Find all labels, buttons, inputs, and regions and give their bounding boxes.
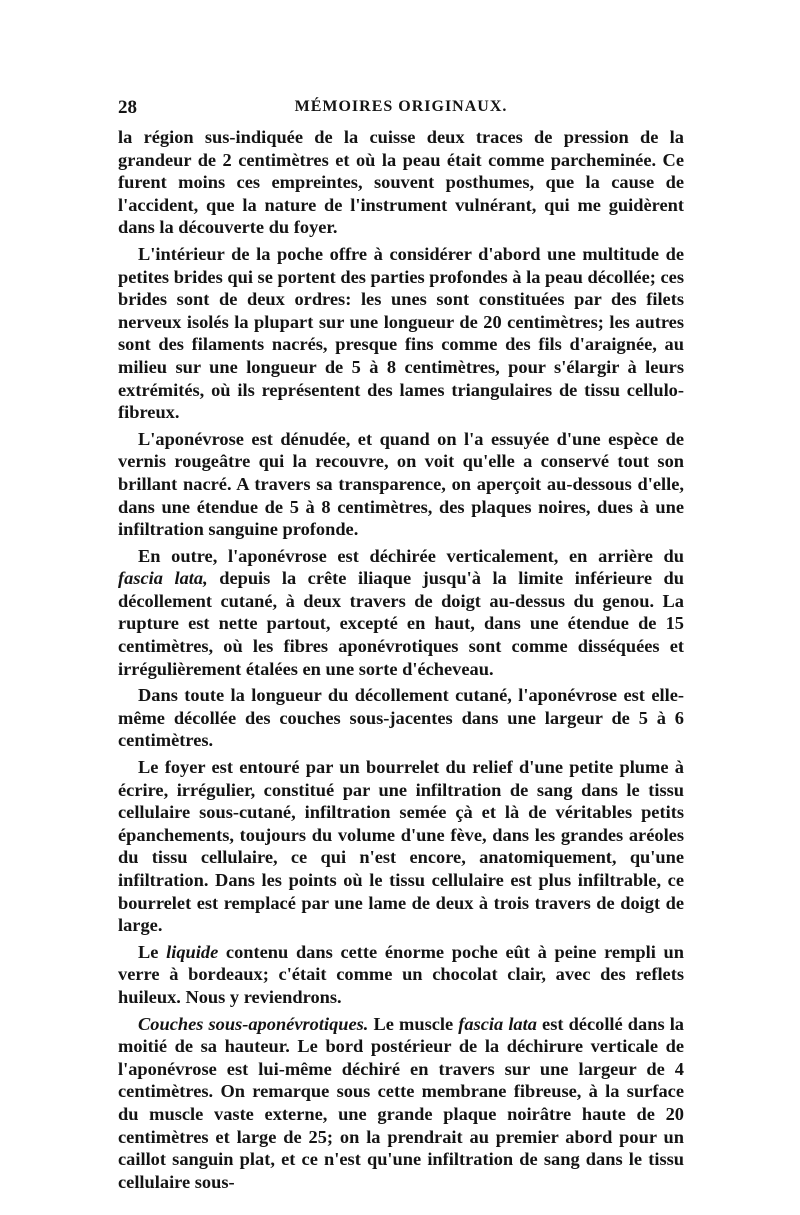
paragraph (118, 126, 684, 239)
paragraph (118, 684, 684, 752)
paragraph-text: Dans toute la longueur du décollement cutané, l'aponévrose est elle-même décollée des couches sous-jacentes dans une largeur de 5 à 6 centimètres. (118, 685, 684, 751)
paragraph (118, 428, 684, 541)
paragraph (118, 1013, 684, 1194)
paragraph (118, 545, 684, 681)
paragraph (118, 941, 684, 1009)
paragraph-text: la région sus-indiquée de la cuisse deux traces de pression de la grandeur de 2 centimètres et où la peau était comme parcheminée. Ce furent moins ces empreintes, souvent posthumes, que la cause de l'accident, que la nature de l'instrument vulnérant, qui me guidèrent dans la découverte du foyer. (118, 127, 684, 238)
italic-text: Couches sous-aponévrotiques. (138, 1013, 369, 1034)
italic-text: fascia lata (458, 1013, 537, 1034)
paragraph-text: Le muscle (368, 1013, 459, 1034)
italic-text: liquide (166, 941, 219, 962)
paragraph-text: Le (138, 941, 167, 962)
paragraph (118, 243, 684, 424)
paragraph-text: L'intérieur de la poche offre à considérer d'abord une multitude de petites brides qui se portent des parties profondes à la peau décollée; ces brides sont de deux ordres: les unes sont constituées par des filets nerveux isolés la plupart sur une longueur de 20 centimètres; les autres sont des filaments nacrés, presque fins comme des fils d'araignée, au milieu sur une longueur de 5 à 8 centimètres, pour s'élargir à leurs extrémités, où ils représentent des lames triangulaires de tissu cellulo-fibreux. (118, 243, 684, 423)
paragraph-text: Le foyer est entouré par un bourrelet du relief d'une petite plume à écrire, irrégulier, constitué par une infiltration de sang dans le tissu cellulaire sous-cutané, infiltration semée çà et là de véritables petits épanchements, toujours du volume d'une fève, dans les grandes aréoles du tissu cellulaire, ce qui n'est encore, anatomiquement, qu'une infiltration. Dans les points où le tissu cellulaire est plus infiltrable, ce bourrelet est remplacé par une lame de deux à trois travers de doigt de large. (118, 757, 684, 936)
paragraph-text: depuis la crête iliaque jusqu'à la limite inférieure du décollement cutané, à deux travers de doigt au-dessus du genou. La rupture est nette partout, excepté en haut, dans une étendue de 15 centimètres, où les fibres aponévrotiques sont comme disséquées et irrégulièrement étalées en une sorte d'écheveau. (118, 568, 685, 679)
paragraph-text: En outre, l'aponévrose est déchirée verticalement, en arrière du (138, 545, 684, 566)
paragraph-text: est décollé dans la moitié de sa hauteur. Le bord postérieur de la déchirure verticale de l'aponévrose est lui-même déchiré en travers sur une largeur de 4 centimètres. On remarque sous cette membrane fibreuse, à la surface du muscle vaste externe, une grande plaque noirâtre haute de 20 centimètres et large de 25; on la prendrait au premier abord pour un caillot sanguin plat, et ce n'est qu'une infiltration de sang dans le tissu cellulaire sous- (118, 1013, 685, 1192)
page-header (118, 97, 684, 123)
body-text (118, 126, 685, 1192)
paragraph (118, 756, 684, 937)
paragraph-text: contenu dans cette énorme poche eût à peine rempli un verre à bordeaux; c'était comme un chocolat clair, avec des reflets huileux. Nous y reviendrons. (118, 941, 685, 1007)
italic-text: fascia lata, (118, 568, 208, 589)
running-head: MÉMOIRES ORIGINAUX. (294, 98, 508, 115)
paragraph-text: L'aponévrose est dénudée, et quand on l'a essuyée d'une espèce de vernis rougeâtre qui la recouvre, on voit qu'elle a conservé tout son brillant nacré. A travers sa transparence, on aperçoit au-dessous d'elle, dans une étendue de 5 à 8 centimètres, des plaques noires, dues à une infiltration sanguine profonde. (118, 428, 684, 540)
page-number: 28 (118, 97, 137, 118)
